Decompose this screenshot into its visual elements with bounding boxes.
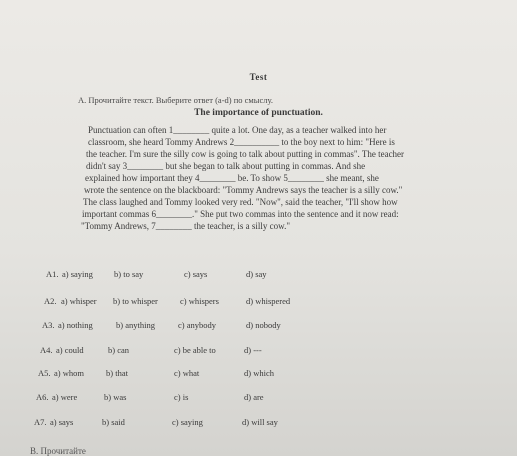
option: b) to say [114, 269, 144, 279]
option: d) whispered [246, 296, 291, 306]
option: c) saying [172, 417, 203, 427]
question-number: A7. [34, 417, 47, 427]
option: c) is [174, 392, 189, 402]
question-number: A6. [36, 392, 49, 402]
option: c) anybody [178, 320, 217, 330]
passage-line: Punctuation can often 1________ quite a lot. One day, as a teacher walked into her [88, 125, 387, 135]
page-title: Test [249, 72, 268, 82]
passage-line: important commas 6________." She put two commas into the sentence and it now read: [82, 209, 399, 219]
option: d) are [244, 392, 264, 402]
passage-line: wrote the sentence on the blackboard: "Tommy Andrews says the teacher is a silly cow." [84, 185, 403, 195]
question-number: A5. [38, 368, 51, 378]
option: c) whispers [180, 296, 219, 306]
passage-title: The importance of punctuation. [194, 108, 323, 118]
option: a) saying [62, 269, 93, 279]
passage-line: didn't say 3________ but she began to talk about putting in commas. And she [86, 161, 366, 171]
option: d) which [244, 368, 274, 378]
option: a) nothing [58, 320, 93, 330]
option: a) could [56, 345, 84, 355]
option: a) says [50, 417, 74, 427]
section-b-heading: B. Прочитайте [30, 446, 86, 456]
option: b) to whisper [113, 296, 158, 306]
option: a) were [52, 392, 78, 402]
option: a) whom [54, 368, 84, 378]
passage-line: The class laughed and Tommy looked very red. "Now", said the teacher, "I'll show how [83, 197, 398, 207]
option: d) will say [242, 417, 278, 427]
passage-line: the teacher. I'm sure the silly cow is going to talk about putting in commas". The teacher [86, 149, 405, 159]
option: b) was [104, 392, 127, 402]
option: c) be able to [174, 345, 216, 355]
question-number: A1. [46, 269, 59, 279]
option: a) whisper [61, 296, 97, 306]
option: b) can [108, 345, 130, 355]
option: c) says [184, 269, 208, 279]
option: b) that [106, 368, 128, 378]
option: d) say [246, 269, 267, 279]
option: b) said [102, 417, 125, 427]
passage-line: explained how important they 4________ be. To show 5________ she meant, she [85, 173, 379, 183]
option: b) anything [116, 320, 155, 330]
question-number: A4. [40, 345, 53, 355]
option: c) what [174, 368, 200, 378]
option: d) --- [244, 345, 262, 355]
task-instruction: A. Прочитайте текст. Выберите ответ (a-d) по смыслу. [78, 95, 274, 105]
passage-line: classroom, she heard Tommy Andrews 2__________ to the boy next to him: "Here is [88, 137, 395, 147]
question-number: A3. [42, 320, 55, 330]
option: d) nobody [246, 320, 281, 330]
question-number: A2. [44, 296, 57, 306]
passage-line: "Tommy Andrews, 7________ the teacher, is a silly cow." [81, 221, 290, 231]
